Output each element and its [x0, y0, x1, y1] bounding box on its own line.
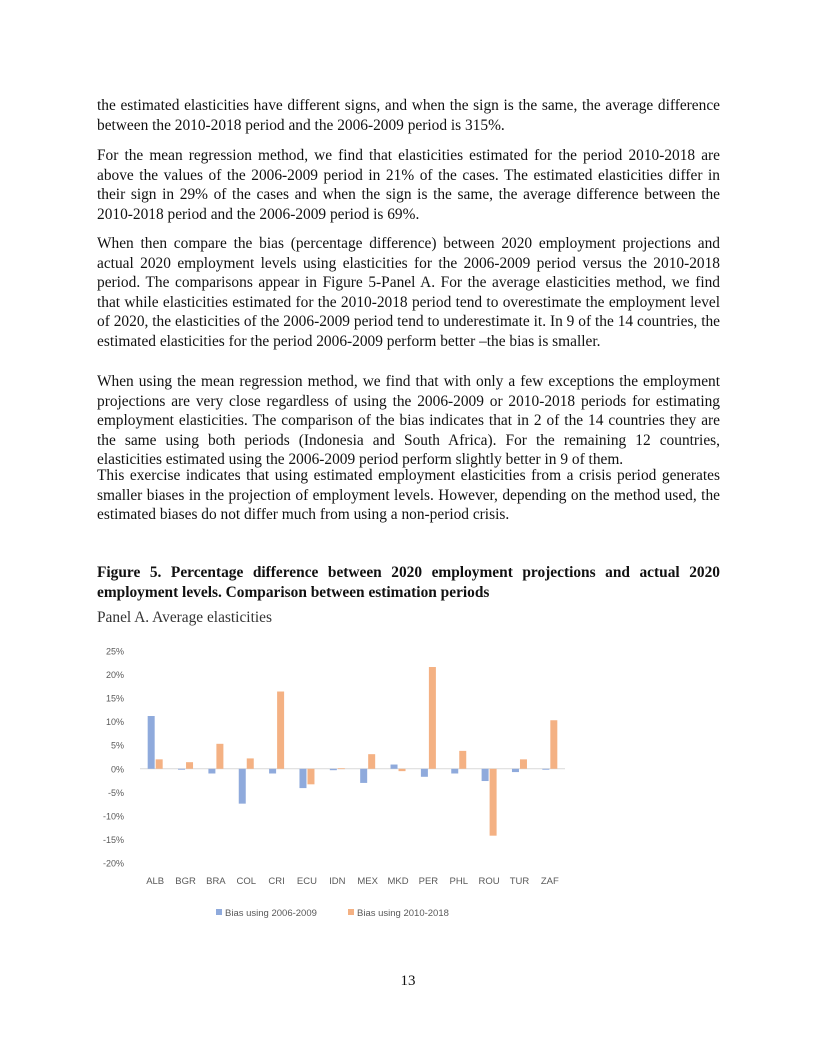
page-number: 13 [400, 973, 416, 989]
y-tick-label: 0% [110, 764, 124, 775]
bar-per-series-2 [429, 667, 436, 769]
bar-cri-series-1 [269, 769, 276, 774]
panel-label: Panel A. Average elasticities [97, 609, 272, 626]
bar-rou-series-1 [482, 769, 489, 781]
figure-caption: Figure 5. Percentage difference between 2020 employment projections and actual 2020 employment levels. Comparison between estimation periods [97, 564, 720, 601]
x-tick-label: ECU [296, 876, 317, 887]
bar-col-series-2 [247, 758, 254, 768]
y-tick-label: -5% [107, 787, 124, 798]
x-tick-label: ZAF [540, 876, 559, 887]
legend-label: Bias using 2010-2018 [357, 908, 449, 919]
bar-mex-series-2 [368, 754, 375, 769]
y-tick-label: 15% [105, 693, 124, 704]
bar-col-series-1 [239, 769, 246, 804]
bar-ecu-series-1 [299, 769, 306, 788]
bar-zaf-series-2 [550, 720, 557, 769]
legend-swatch [216, 909, 222, 915]
bar-alb-series-2 [156, 759, 163, 768]
y-tick-label: -15% [102, 834, 124, 845]
y-tick-label: -20% [102, 858, 124, 869]
paragraph: For the mean regression method, we find that elasticities estimated for the period 2010-2018 are above the values of the 2006-2009 period in 21% of the cases. The estimated elasticities differ in their sign in 29% of the cases and when the sign is the same, the average difference between the 2010-2018 period and the 2006-2009 period is 69%. [97, 147, 720, 223]
paragraph: the estimated elasticities have different signs, and when the sign is the same, the average difference between the 2010-2018 period and the 2006-2009 period is 315%. [97, 97, 720, 134]
bar-bra-series-1 [208, 769, 215, 774]
paragraph: When using the mean regression method, we find that with only a few exceptions the employment projections are very close regardless of using the 2006-2009 or 2010-2018 periods for estimating employment elasticities. The comparison of the bias indicates that in 2 of the 14 countries they are the same using both periods (Indonesia and South Africa). For the remaining 12 countries, elasticities estimated using the 2006-2009 period perform slightly better in 9 of them. [97, 373, 720, 468]
legend-swatch [348, 909, 354, 915]
bar-mkd-series-2 [399, 769, 406, 771]
bar-zaf-series-1 [542, 769, 549, 770]
x-tick-label: BRA [206, 876, 226, 887]
bar-alb-series-1 [148, 716, 155, 769]
x-tick-label: TUR [509, 876, 530, 887]
bar-phl-series-2 [459, 751, 466, 769]
x-tick-label: MKD [387, 876, 409, 887]
bar-cri-series-2 [277, 692, 284, 769]
x-tick-label: ALB [146, 876, 165, 887]
x-tick-label: ROU [478, 876, 500, 887]
bar-phl-series-1 [451, 769, 458, 774]
x-tick-label: CRI [268, 876, 285, 887]
y-tick-label: -10% [102, 811, 124, 822]
paragraph: This exercise indicates that using estimated employment elasticities from a crisis period generates smaller biases in the projection of employment levels. However, depending on the method used, the estimated biases do not differ much from using a non-period crisis. [97, 467, 720, 523]
legend-label: Bias using 2006-2009 [225, 908, 317, 919]
bar-bgr-series-2 [186, 762, 193, 769]
bar-idn-series-1 [330, 769, 337, 770]
bar-mex-series-1 [360, 769, 367, 783]
y-tick-label: 10% [105, 717, 124, 728]
bar-ecu-series-2 [307, 769, 314, 785]
y-tick-label: 25% [105, 646, 124, 657]
paragraph: When then compare the bias (percentage difference) between 2020 employment projections and actual 2020 employment levels using elasticities for the 2006-2009 period versus the 2010-2018 period. The comparisons appear in Figure 5-Panel A. For the average elasticities method, we find that while elasticities estimated for the 2010-2018 period tend to overestimate the employment level of 2020, the elasticities of the 2006-2009 period tend to underestimate it. In 9 of the 14 countries, the estimated elasticities for the period 2006-2009 perform better –the bias is smaller. [97, 235, 720, 350]
y-tick-label: 5% [110, 740, 124, 751]
bar-per-series-1 [421, 769, 428, 777]
bar-mkd-series-1 [391, 765, 398, 769]
x-tick-label: COL [236, 876, 257, 887]
x-tick-label: PHL [449, 876, 468, 887]
bar-tur-series-1 [512, 769, 519, 772]
bar-bgr-series-1 [178, 769, 185, 770]
x-tick-label: PER [418, 876, 439, 887]
x-tick-label: IDN [329, 876, 346, 887]
x-tick-label: MEX [357, 876, 378, 887]
bar-idn-series-2 [338, 768, 345, 769]
bar-tur-series-2 [520, 759, 527, 768]
bar-bra-series-2 [216, 744, 223, 769]
bar-rou-series-2 [490, 769, 497, 836]
x-tick-label: BGR [175, 876, 196, 887]
y-tick-label: 20% [105, 670, 124, 681]
